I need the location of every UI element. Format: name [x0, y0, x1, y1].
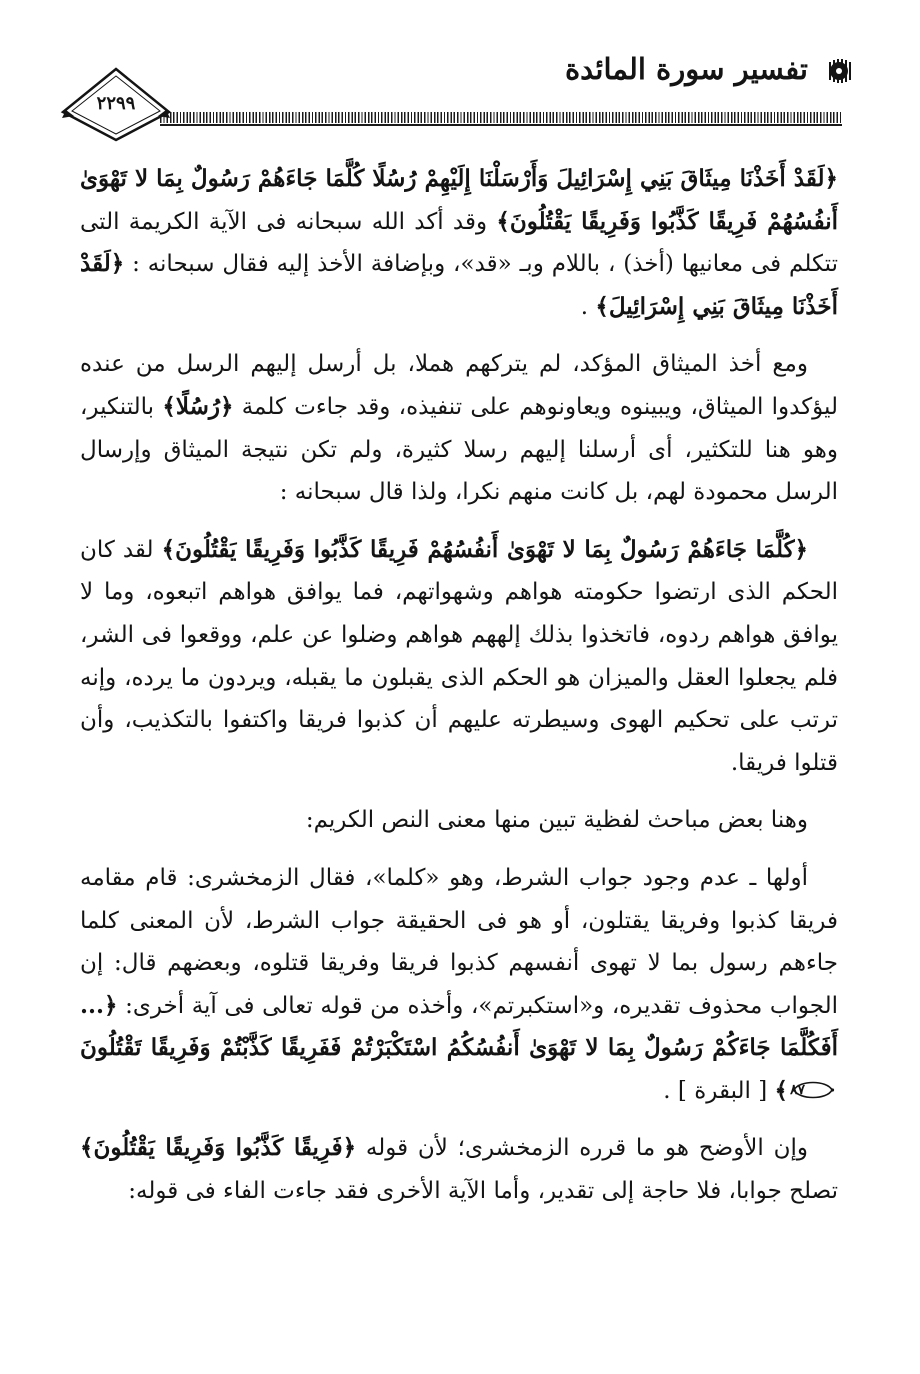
ornate-bracket-open: ﴿	[110, 250, 125, 278]
ornate-bracket-open: ﴿	[824, 165, 838, 192]
ayah-number: ٨٧	[789, 1081, 805, 1098]
paragraph-text: .	[580, 293, 596, 320]
header-rule-line	[160, 124, 842, 126]
ornate-bracket-close: ﴾	[80, 1134, 94, 1162]
header-dotted-rule	[160, 112, 842, 123]
paragraph-text: وهنا بعض مباحث لفظية تبين منها معنى النص الكريم:	[305, 807, 808, 834]
paragraph-text: [ البقرة ] .	[663, 1077, 775, 1104]
ornate-bracket-close: ﴾	[774, 1076, 788, 1104]
ayah-marker	[791, 1078, 835, 1102]
ornate-bracket-open: ﴿	[794, 535, 809, 563]
quran-quote: لَقَدْ أَخَذْنَا مِيثَاقَ بَنِي إِسْرَائِيلَ	[80, 250, 838, 320]
ornate-bracket-close: ﴾	[496, 207, 510, 235]
paragraph-5	[80, 857, 838, 1113]
ornate-bracket-open: ﴿	[104, 991, 118, 1019]
quran-quote: فَرِيقًا كَذَّبُوا وَفَرِيقًا يَقْتُلُونَ	[93, 1134, 343, 1162]
paragraph-text: أولها ـ عدم وجود جواب الشرط، وهو «كلما»، فقال الزمخشرى: قام مقامه فريقا كذبوا وفريقا يقتلون، أو هو فى الحقيقة جواب الشرط، لأن المعنى كلما جاءهم رسول بما لا تهوى أنفسهم كذبوا فريقا وفريقا قتلوه، وبعضهم قال: إن الجواب محذوف تقديره، و«استكبرتم»، وأخذه من قوله تعالى فى آية أخرى:	[80, 864, 838, 1019]
paragraph-2	[80, 343, 838, 513]
flower-ornament-icon	[824, 58, 854, 84]
paragraph-3	[80, 529, 838, 785]
quran-quote: لَقَدْ أَخَذْنَا مِيثَاقَ بَنِي إِسْرَائِيلَ وَأَرْسَلْنَا إِلَيْهِمْ رُسُلًا كُلَّمَا جَاءَهُمْ رَسُولٌ بِمَا لا تَهْوَىٰ أَنفُسُهُمْ فَرِيقًا كَذَّبُوا وَفَرِيقًا يَقْتُلُونَ	[80, 165, 839, 235]
ornate-bracket-close: ﴾	[595, 292, 609, 320]
quran-quote: رُسُلًا	[175, 392, 220, 420]
quran-quote: ... أَفَكُلَّمَا جَاءَكُمْ رَسُولٌ بِمَا لا تَهْوَىٰ أَنفُسُكُمُ اسْتَكْبَرْتُمْ فَفَرِيقًا كَذَّبْتُمْ وَفَرِيقًا تَقْتُلُونَ	[80, 991, 838, 1062]
ornate-bracket-close: ﴾	[162, 392, 176, 420]
body-text	[80, 158, 838, 1228]
paragraph-text: وإن الأوضح هو ما قرره الزمخشرى؛ لأن قوله	[356, 1135, 808, 1162]
ornate-bracket-close: ﴾	[161, 535, 176, 563]
paragraph-6	[80, 1127, 838, 1212]
paragraph-text: تصلح جوابا، فلا حاجة إلى تقدير، وأما الآية الأخرى فقد جاءت الفاء فى قوله:	[128, 1178, 838, 1205]
page-header	[0, 0, 920, 150]
page-number: ٢٢٩٩	[96, 93, 136, 114]
paragraph-4	[80, 799, 838, 842]
paragraph-1	[80, 158, 838, 328]
running-title: تفسير سورة المائدة	[564, 52, 808, 86]
paragraph-text: بالتنكير، وهو هنا للتكثير، أى أرسلنا إليهم رسلا كثيرة، ولم تكن نتيجة الميثاق وإرسال الرسل محمودة لهم، بل كانت منهم نكرا، ولذا قال سبحانه :	[80, 393, 838, 506]
ornate-bracket-open: ﴿	[342, 1134, 357, 1162]
ornate-bracket-open: ﴿	[219, 392, 234, 420]
paragraph-text: لقد كان الحكم الذى ارتضوا حكومته هواهم وشهواتهم، فما يوافق هواهم اتبعوه، وما لا يوافق هواهم ردوه، فاتخذوا بذلك إلههم هواهم وضلوا عن علم، ووقعوا فى الشر، فلم يجعلوا العقل والميزان هو الحكم الذى يقبلون ما يقبله، ويردون ما يرده، وإنه ترتب على تحكيم الهوى وسيطرته عليهم أن كذبوا فريقا واكتفوا بالتكذيب، وأن قتلوا فريقا.	[80, 536, 838, 776]
paragraph-text: ومع أخذ الميثاق المؤكد، لم يتركهم هملا، بل أرسل إليهم الرسل من عنده ليؤكدوا الميثاق، ويبينوه ويعاونوهم على تنفيذه، وقد جاءت كلمة	[80, 351, 839, 420]
paragraph-text: وقد أكد الله سبحانه فى الآية الكريمة التى تتكلم فى معانيها (أخذ) ، باللام وبـ «قد»، وبإضافة الأخذ إليه فقال سبحانه :	[80, 208, 838, 278]
quran-quote: كُلَّمَا جَاءَهُمْ رَسُولٌ بِمَا لا تَهْوَىٰ أَنفُسُهُمْ فَرِيقًا كَذَّبُوا وَفَرِيقًا يَقْتُلُونَ	[175, 535, 795, 563]
